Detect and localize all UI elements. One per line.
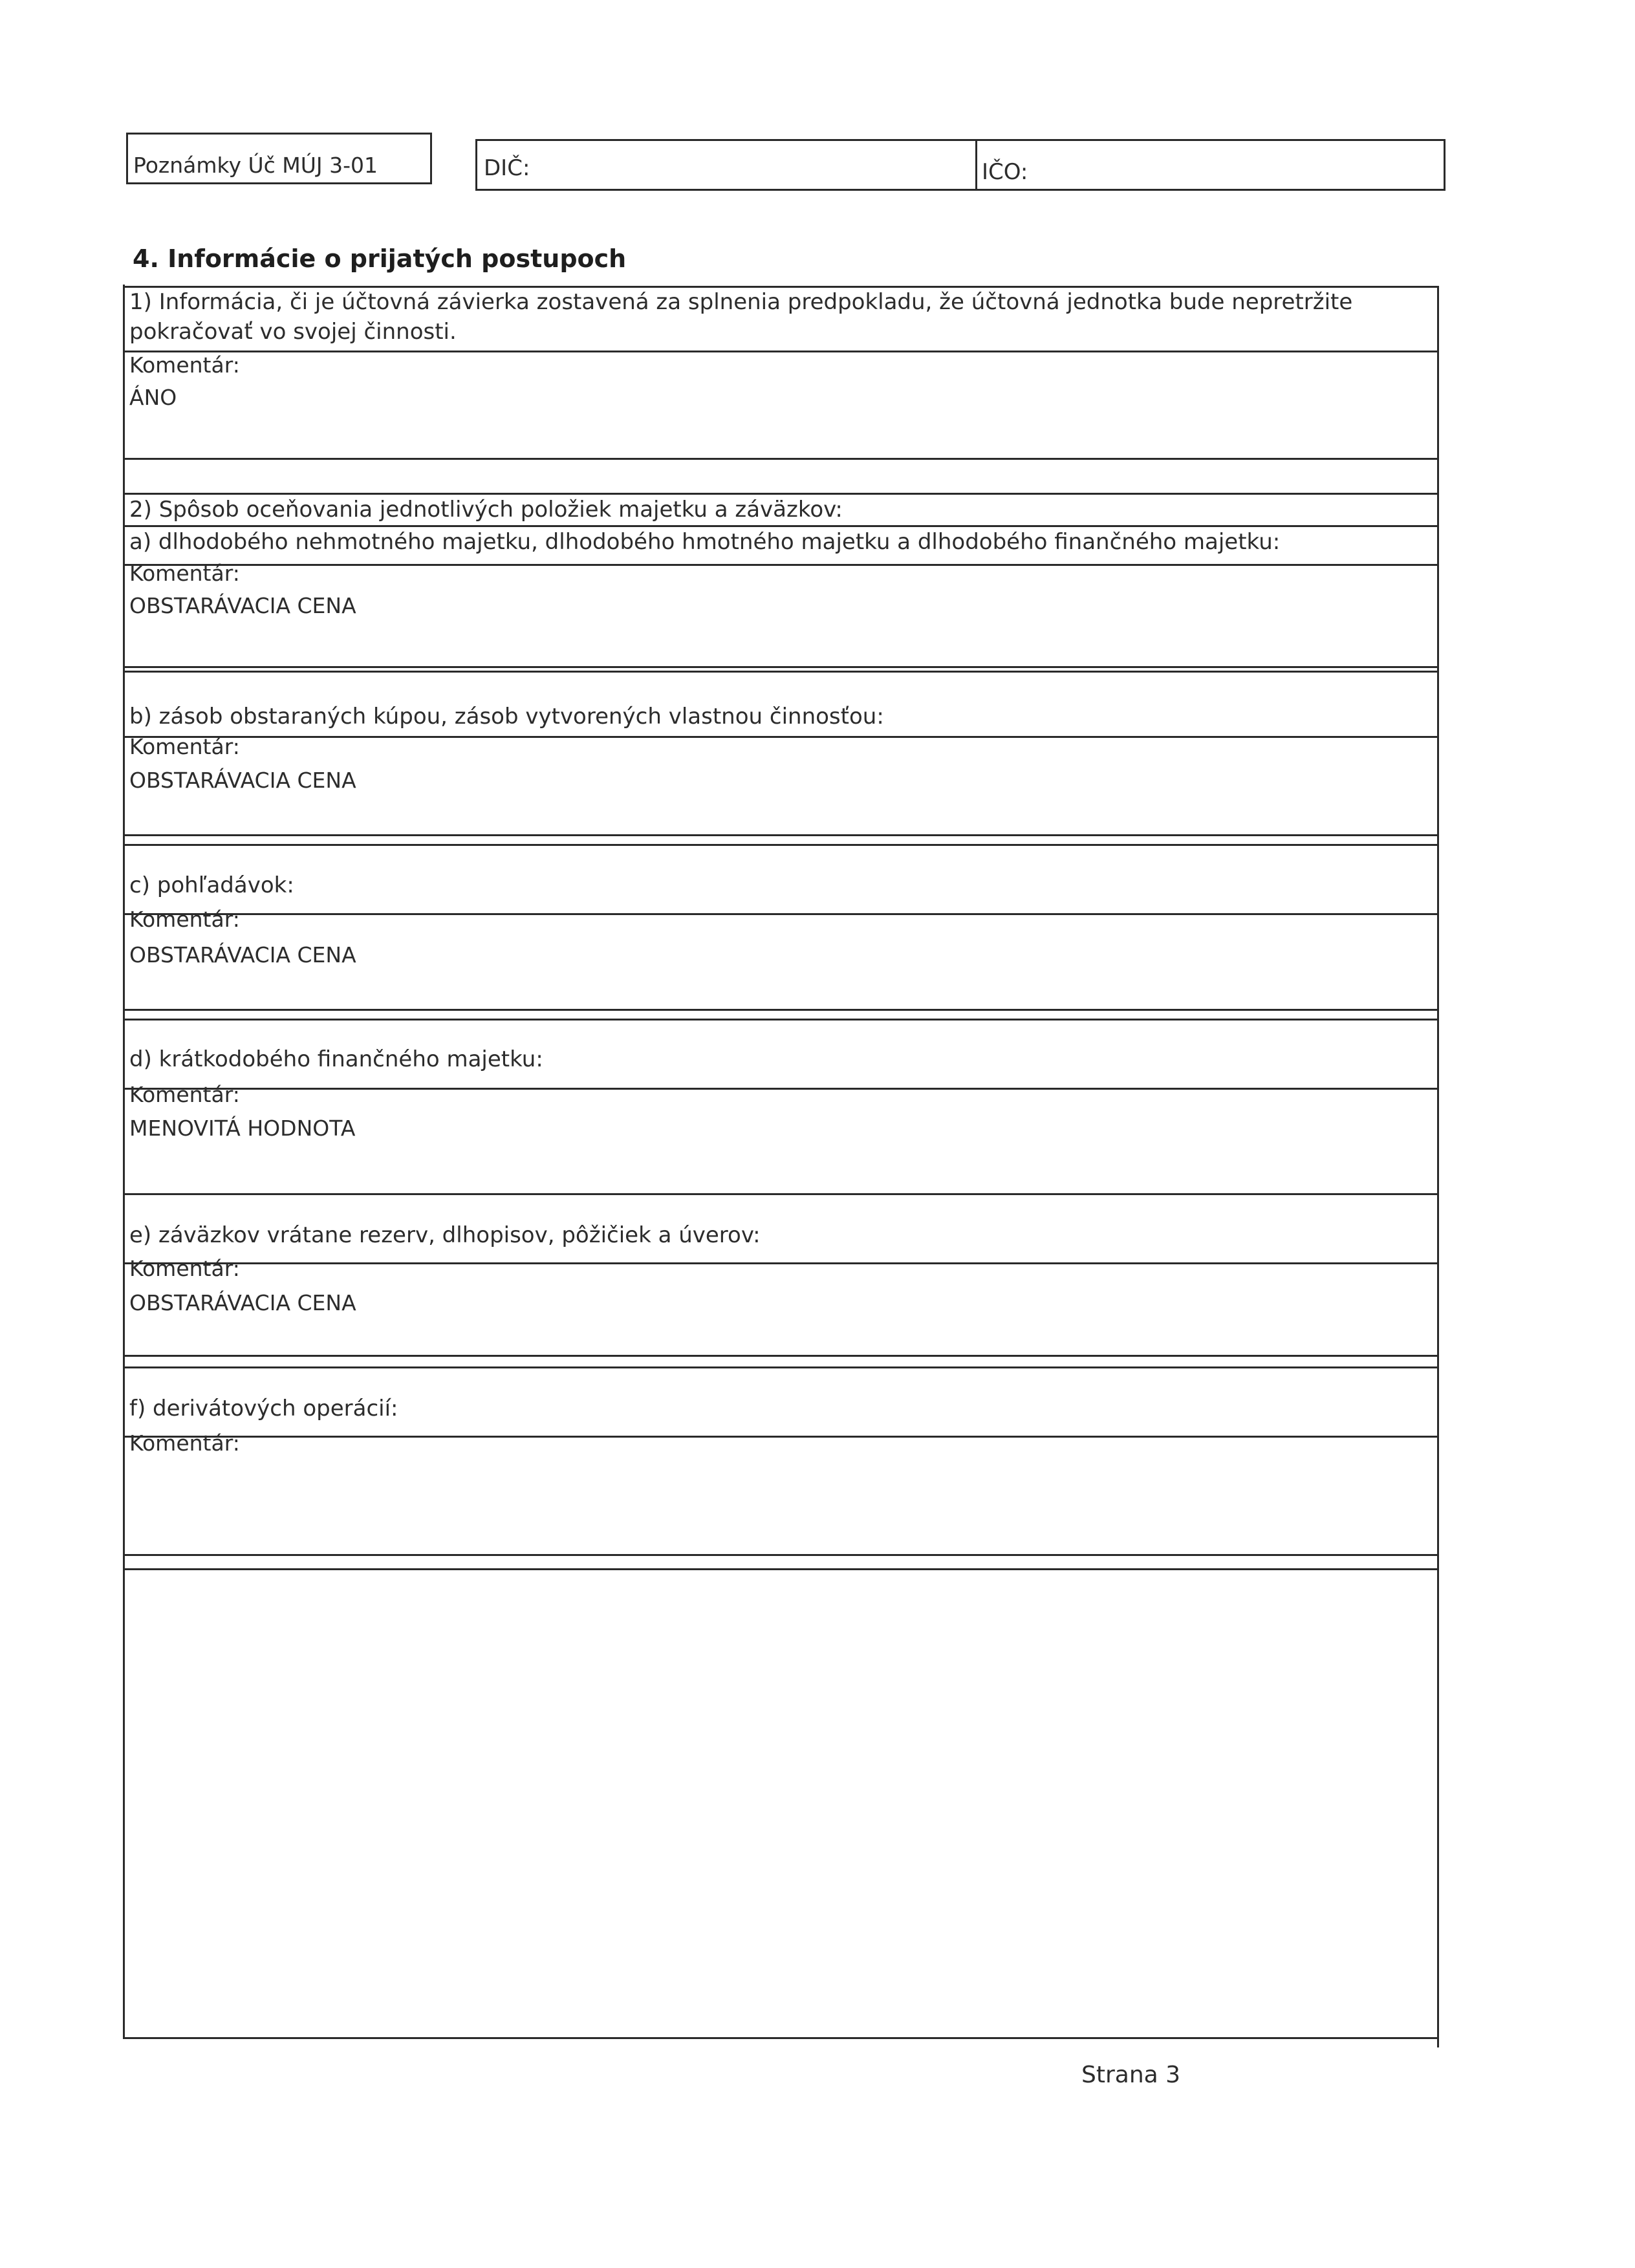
sub-d-top: [123, 1019, 1439, 1021]
id-box-divider: [975, 139, 977, 191]
sub-d-comment-value[interactable]: MENOVITÁ HODNOTA: [129, 1116, 356, 1141]
sub-f-divider: [123, 1436, 1439, 1438]
sub-c-divider: [123, 913, 1439, 915]
sub-a-end: [123, 666, 1439, 668]
sub-c-end: [123, 1009, 1439, 1011]
frame-right: [1437, 288, 1439, 2047]
sub-f-comment-label: Komentár:: [129, 1431, 240, 1456]
frame-top: [123, 286, 1439, 288]
sub-d-end: [123, 1193, 1439, 1195]
frame-left: [123, 285, 125, 2038]
sub-b-end: [123, 834, 1439, 836]
item1-end: [123, 458, 1439, 460]
section-title: 4. Informácie o prijatých postupoch: [133, 244, 627, 273]
sub-f-label: f) derivátových operácií:: [129, 1396, 398, 1421]
sub-a-label: a) dlhodobého nehmotného majetku, dlhodobého hmotného majetku a dlhodobého finančného majetku:: [129, 529, 1281, 555]
sub-c-label: c) pohľadávok:: [129, 872, 294, 898]
sub-b-label: b) zásob obstaraných kúpou, zásob vytvorených vlastnou činnosťou:: [129, 704, 884, 729]
sub-d-comment-label: Komentár:: [129, 1082, 240, 1107]
sub-a-comment-value[interactable]: OBSTARÁVACIA CENA: [129, 593, 356, 618]
item1-divider: [123, 351, 1439, 352]
sub-f-end: [123, 1554, 1439, 1556]
sub-c-comment-label: Komentár:: [129, 907, 240, 932]
page-number: Strana 3: [1081, 2062, 1181, 2088]
item1-comment-value[interactable]: ÁNO: [129, 385, 177, 410]
sub-d-divider: [123, 1088, 1439, 1090]
item2-question: 2) Spôsob oceňovania jednotlivých položiek majetku a záväzkov:: [129, 497, 843, 523]
sub-b-comment-value[interactable]: OBSTARÁVACIA CENA: [129, 768, 356, 793]
sub-b-top: [123, 671, 1439, 673]
sub-e-label: e) záväzkov vrátane rezerv, dlhopisov, pôžičiek a úverov:: [129, 1222, 761, 1248]
sub-e-end: [123, 1355, 1439, 1357]
item2-divider: [123, 525, 1439, 527]
sub-e-comment-value[interactable]: OBSTARÁVACIA CENA: [129, 1290, 356, 1315]
sub-c-top: [123, 844, 1439, 846]
sub-e-divider: [123, 1262, 1439, 1264]
frame-bottom: [123, 2037, 1439, 2039]
id-box: [475, 139, 1446, 191]
sub-f-top: [123, 1366, 1439, 1368]
dic-label: DIČ:: [484, 155, 530, 181]
notes-area-top: [123, 1568, 1439, 1570]
sub-c-comment-value[interactable]: OBSTARÁVACIA CENA: [129, 942, 356, 967]
sub-b-comment-label: Komentár:: [129, 734, 240, 759]
sub-e-comment-label: Komentár:: [129, 1256, 240, 1281]
sub-a-divider: [123, 564, 1439, 566]
sub-b-divider: [123, 736, 1439, 738]
sub-a-comment-label: Komentár:: [129, 561, 240, 586]
form-code: Poznámky Úč MÚJ 3-01: [133, 153, 378, 178]
item2-top: [123, 493, 1439, 495]
item1-question-line1: 1) Informácia, či je účtovná závierka zostavená za splnenia predpokladu, že účtovná jednotka bude nepretržite: [129, 289, 1353, 315]
sub-d-label: d) krátkodobého finančného majetku:: [129, 1046, 543, 1072]
item1-question-line2: pokračovať vo svojej činnosti.: [129, 319, 457, 345]
item1-comment-label: Komentár:: [129, 352, 240, 378]
ico-label: IČO:: [982, 159, 1028, 185]
